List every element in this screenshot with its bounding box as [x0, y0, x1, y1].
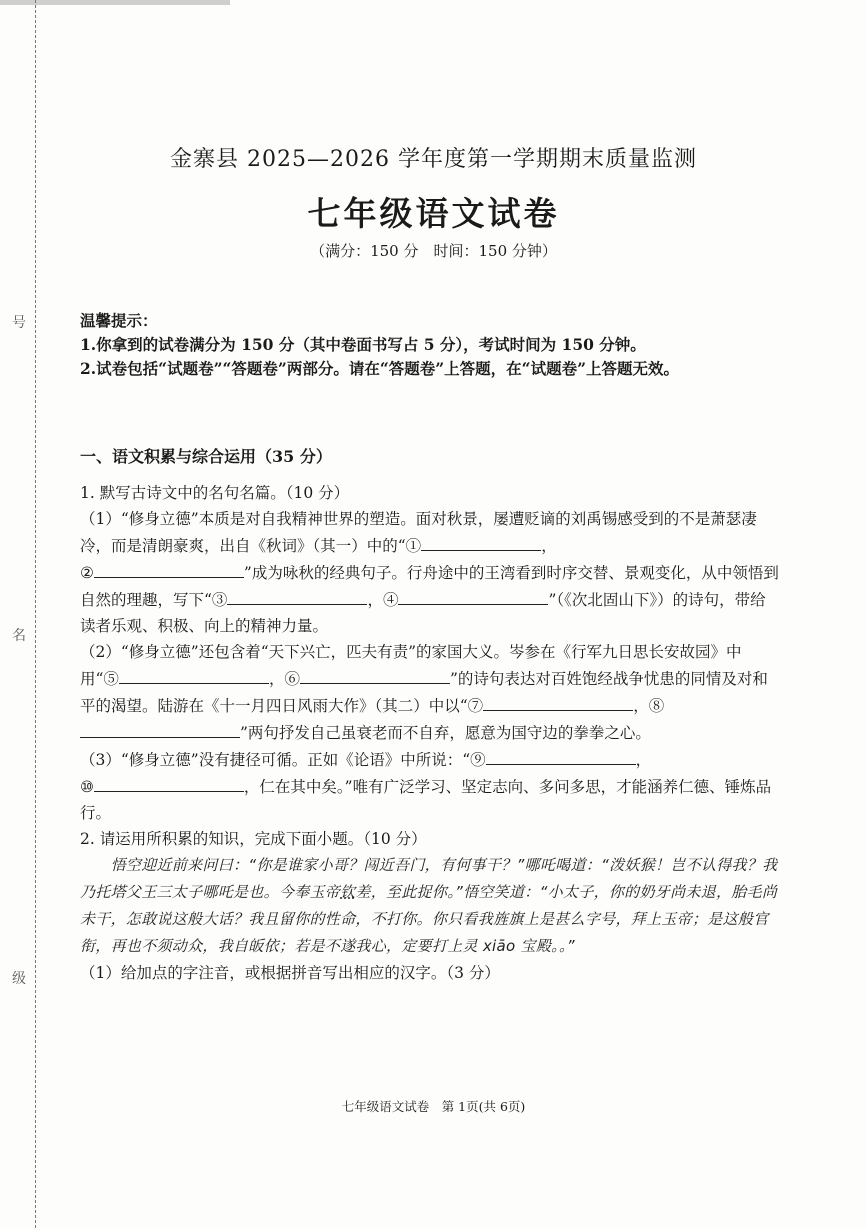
q1-p3-text-a: （3）“修身立德”没有捷径可循。正如《论语》中所说：“⑨ [80, 751, 486, 769]
q1-p3-text-d: ，仁在其中矣。”唯有广泛学习、坚定志向、多问多思，才能涵养仁德、锤炼品行。 [80, 778, 772, 822]
section-title: 一、语文积累与综合运用（35 分） [80, 447, 332, 466]
answer-blank-2[interactable] [94, 559, 244, 578]
tips-item-1: 1.你拿到的试卷满分为 150 分（其中卷面书写占 5 分），考试时间为 150 分钟。 [80, 335, 646, 354]
answer-blank-6[interactable] [300, 665, 450, 684]
answer-blank-3[interactable] [227, 586, 367, 605]
page-footer: 七年级语文试卷 第 1页(共 6页) [341, 1099, 526, 1114]
q1-part3 [80, 746, 780, 826]
q1-p1-text-a: （1）“修身立德”本质是对自我精神世界的塑造。面对秋景，屡遭贬谪的刘禹锡感受到的不是萧瑟凄冷，而是清朗豪爽，出自《秋词》（其一）中的“① [80, 510, 757, 555]
answer-blank-5[interactable] [119, 665, 269, 684]
q1-p1-text-b: ， [541, 537, 557, 555]
q1-p3-text-c: ⑩ [80, 778, 94, 796]
q1-p1-text-d: ”成为咏秋的经典句子。行舟途中的王湾看到时序交替、景观变化，从中领悟到自然的理趣，写下“③ [80, 564, 779, 609]
q2-sub1: （1）给加点的字注音，或根据拼音写出相应的汉字。（3 分） [80, 964, 500, 982]
q1-p2-text-e: ”两句抒发自己虽衰老而不自弃，愿意为国守边的拳拳之心。 [240, 724, 651, 742]
answer-blank-8[interactable] [80, 719, 240, 738]
answer-blank-4[interactable] [398, 586, 548, 605]
q1-p1-text-f: ”（《次北固山下》）的诗句，带给读者乐观、积极、向上的精神力量。 [80, 591, 766, 635]
answer-blank-9[interactable] [486, 746, 636, 765]
exam-title-line1: 金寨县 2025—2026 学年度第一学期期末质量监测 [170, 147, 697, 172]
q1-p2-text-c: ”的诗句表达对百姓饱经战争忧患的同情及对和平的渴望。陆游在《十一月四日风雨大作》（其二）中以“⑦ [80, 670, 768, 715]
q1-part1 [80, 506, 780, 639]
q1-p1-text-c: ② [80, 564, 94, 582]
q2-dotted-char: 钦 [340, 883, 356, 901]
answer-blank-10[interactable] [94, 773, 244, 792]
exam-subtitle: （满分：150 分 时间：150 分钟） [310, 242, 557, 260]
q1-p1-text-e: ，④ [367, 591, 399, 609]
q2-stem: 2. 请运用所积累的知识，完成下面小题。（10 分） [80, 830, 427, 848]
binding-mark-2: 名 [12, 628, 26, 644]
q2-story-text-a: 悟空迎近前来问曰：“你是谁家小哥？闯近吾门，有何事干？”哪吒喝道：“泼妖猴！岂不认得我？我乃托塔父王三太子哪吒是也。今奉玉帝 [80, 856, 778, 901]
binding-mark-1: 号 [12, 315, 26, 331]
q1-p2-text-d: ，⑧ [633, 697, 665, 715]
tips-heading: 温馨提示： [80, 311, 158, 330]
exam-title-line2: 七年级语文试卷 [307, 194, 560, 233]
binding-line [35, 0, 36, 1228]
q1-p3-text-b: ， [635, 751, 652, 769]
q1-p2-text-a: （2）“修身立德”还包含着“天下兴亡，匹夫有责”的家国大义。岑参在《行军九日思长安故园》中用“⑤ [80, 643, 742, 688]
tips-item-2: 2.试卷包括“试题卷”“答题卷”两部分。请在“答题卷”上答题，在“试题卷”上答题无效。 [80, 359, 680, 378]
question-body [80, 480, 780, 986]
q2-story [80, 852, 780, 960]
binding-mark-3: 级 [12, 971, 26, 987]
q1-p2-text-b: ，⑥ [268, 670, 300, 688]
q2-story-text-b: 差，至此捉你。”悟空笑道：“小太子，你的奶牙尚未退，胎毛尚未干，怎敢说这般大话？我且留你的性命，不打你。你只看我旌旗上是甚么字号，拜上玉帝；是这般官衔，再也不须动众，我自皈依；若是不遂我心，定要打上灵 xiāo 宝殿。。” [80, 883, 778, 955]
q1-part2 [80, 639, 780, 746]
answer-blank-1[interactable] [421, 532, 541, 551]
answer-blank-7[interactable] [483, 692, 633, 711]
q1-stem: 1. 默写古诗文中的名句名篇。（10 分） [80, 484, 350, 502]
tips-block [80, 309, 780, 381]
